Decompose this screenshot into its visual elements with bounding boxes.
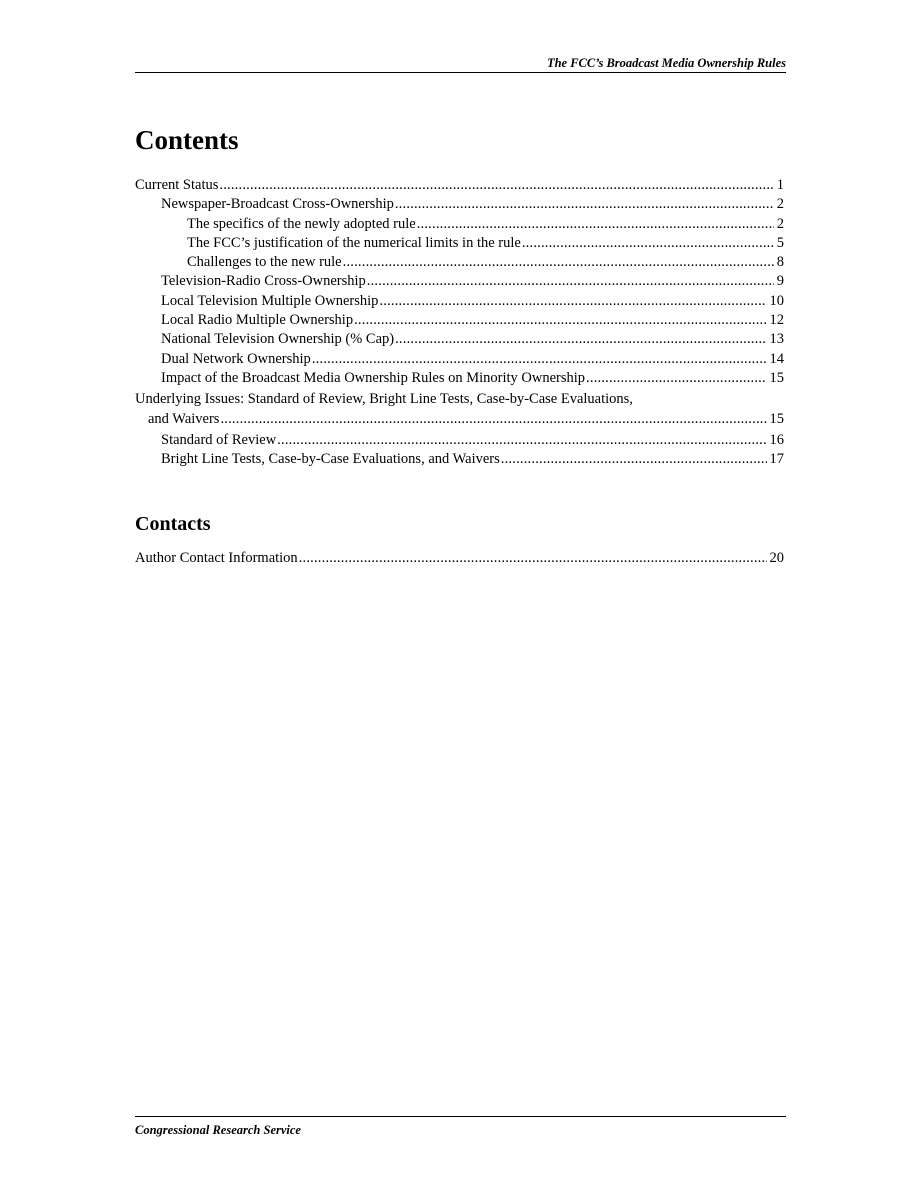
dot-leader — [586, 369, 766, 388]
dot-leader — [522, 234, 774, 253]
toc-entry-specifics-new-rule[interactable] — [135, 215, 784, 234]
toc-entry-page: 15 — [769, 369, 784, 386]
toc-entry-page: 14 — [769, 350, 784, 367]
dot-leader — [367, 272, 774, 291]
toc-entry-label: Dual Network Ownership — [161, 350, 311, 367]
dot-leader — [501, 450, 767, 469]
dot-leader — [354, 311, 766, 330]
toc-entry-tv-radio-cross[interactable] — [135, 272, 784, 291]
contents-heading: Contents — [135, 125, 239, 155]
toc-entry-standard-of-review[interactable] — [135, 431, 784, 450]
toc-entry-page: 8 — [776, 254, 784, 271]
toc-entry-label: National Television Ownership (% Cap) — [161, 331, 395, 348]
toc-entry-minority-impact[interactable] — [135, 369, 784, 388]
toc-entry-label: Television-Radio Cross-Ownership — [161, 273, 366, 290]
toc-entry-page: 2 — [776, 215, 784, 232]
table-of-contents — [135, 176, 784, 469]
toc-entry-page: 16 — [769, 431, 784, 448]
toc-entry-page: 13 — [769, 331, 784, 348]
toc-entry-page: 12 — [769, 312, 784, 329]
toc-entry-page: 17 — [769, 451, 784, 468]
toc-entry-dual-network[interactable] — [135, 350, 784, 369]
toc-entry-label: Current Status — [135, 177, 219, 193]
toc-entry-page: 5 — [776, 234, 784, 251]
toc-entry-page: 2 — [776, 196, 784, 213]
contacts-list — [135, 549, 784, 568]
toc-entry-label: Local Radio Multiple Ownership — [161, 312, 354, 329]
toc-entry-label: Newspaper-Broadcast Cross-Ownership — [161, 196, 394, 213]
toc-entry-local-tv[interactable] — [135, 292, 784, 311]
dot-leader — [219, 176, 773, 195]
running-header-title: The FCC’s Broadcast Media Ownership Rules — [546, 56, 786, 70]
dot-leader — [220, 410, 766, 429]
dot-leader — [299, 549, 767, 568]
toc-entry-label: Author Contact Information — [135, 550, 298, 566]
toc-entry-label-line1: Underlying Issues: Standard of Review, Bright Line Tests, Case-by-Case Evaluations, — [135, 391, 633, 408]
toc-entry-label-line2: and Waivers — [148, 410, 220, 427]
toc-entry-challenges[interactable] — [135, 253, 784, 272]
running-header — [135, 54, 786, 73]
running-footer — [135, 1116, 786, 1139]
dot-leader — [395, 195, 774, 214]
dot-leader — [312, 350, 767, 369]
toc-entry-label: The FCC’s justification of the numerical limits in the rule — [187, 234, 521, 251]
contacts-heading: Contacts — [135, 513, 211, 535]
toc-entry-page: 20 — [769, 550, 784, 566]
toc-entry-label: Impact of the Broadcast Media Ownership Rules on Minority Ownership — [161, 369, 586, 386]
toc-entry-page: 10 — [769, 292, 784, 309]
toc-entry-current-status[interactable] — [135, 176, 784, 195]
toc-entry-label: Bright Line Tests, Case-by-Case Evaluations, and Waivers — [161, 451, 500, 468]
toc-entry-page: 1 — [776, 177, 784, 193]
footer-text: Congressional Research Service — [135, 1123, 301, 1137]
toc-entry-underlying-issues[interactable] — [135, 390, 784, 429]
toc-entry-label: Standard of Review — [161, 431, 277, 448]
toc-entry-label: The specifics of the newly adopted rule — [187, 215, 416, 232]
dot-leader — [417, 215, 774, 234]
dot-leader — [395, 330, 766, 349]
toc-entry-author-contact[interactable] — [135, 549, 784, 568]
dot-leader — [343, 253, 774, 272]
toc-entry-local-radio[interactable] — [135, 311, 784, 330]
toc-entry-page: 9 — [776, 273, 784, 290]
toc-entry-label: Local Television Multiple Ownership — [161, 292, 379, 309]
dot-leader — [277, 431, 766, 450]
toc-entry-fcc-justification[interactable] — [135, 234, 784, 253]
toc-entry-newspaper-broadcast[interactable] — [135, 195, 784, 214]
toc-entry-label: Challenges to the new rule — [187, 254, 342, 271]
toc-entry-national-tv[interactable] — [135, 330, 784, 349]
dot-leader — [379, 292, 766, 311]
toc-entry-bright-line[interactable] — [135, 450, 784, 469]
toc-entry-page: 15 — [769, 410, 784, 427]
